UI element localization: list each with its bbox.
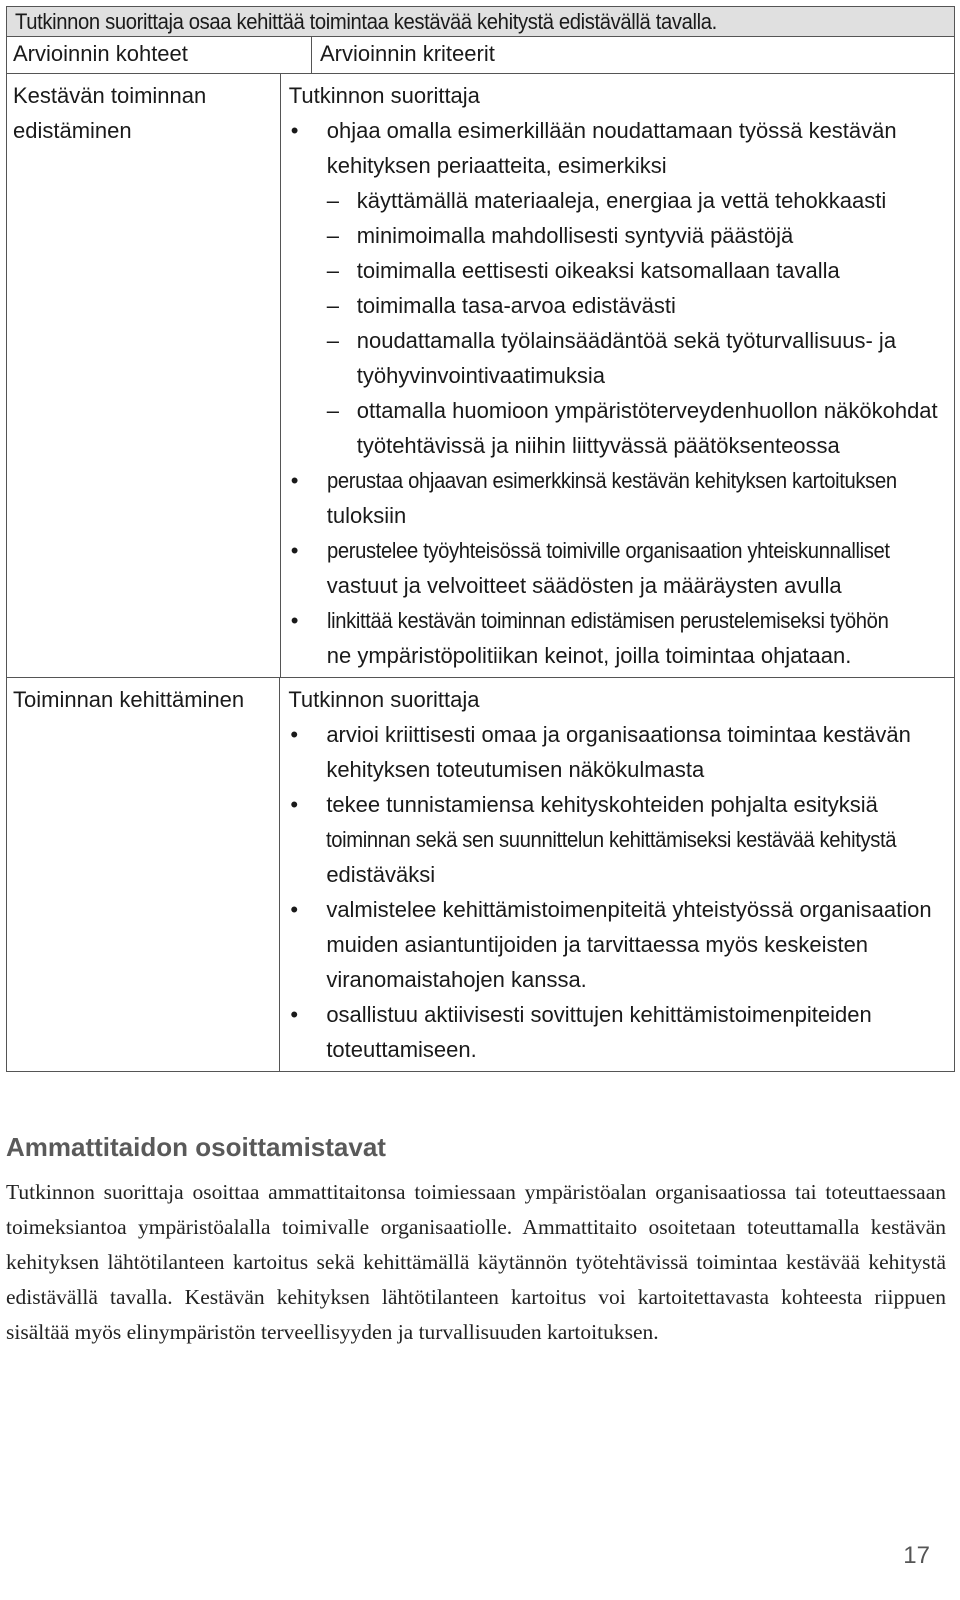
list-item-text: • arvioi kriittisesti omaa ja organisaationsa toimintaa kestävän	[326, 722, 911, 747]
sub-list-item	[327, 393, 946, 463]
list-item-text: ne ympäristöpolitiikan keinot, joilla toimintaa ohjataan.	[326, 643, 852, 668]
list-item	[288, 997, 946, 1067]
page-number: 17	[903, 1542, 930, 1569]
list-item	[289, 533, 946, 603]
criteria-intro: Tutkinnon suorittaja	[288, 687, 480, 712]
sub-item-text: työhyvinvointivaatimuksia	[356, 363, 605, 388]
table-header	[7, 7, 954, 37]
list-item	[289, 603, 946, 673]
list-item	[288, 787, 946, 892]
table-header-text: Tutkinnon suorittaja osaa kehittää toimintaa kestävää kehitystä edistävällä tavalla.	[15, 9, 717, 34]
list-item-text: edistäväksi	[326, 862, 436, 887]
row-criteria	[280, 678, 954, 1071]
list-item-text: toteuttamiseen.	[326, 1037, 477, 1062]
sub-list-item	[327, 183, 946, 218]
sub-item-text: – toimimalla tasa-arvoa edistävästi	[356, 293, 676, 318]
col-head-targets: Arvioinnin kohteet	[7, 37, 312, 73]
sub-item-text: – minimoimalla mahdollisesti syntyviä päästöjä	[356, 223, 794, 248]
list-item-text: kehityksen periaatteita, esimerkiksi	[326, 153, 667, 178]
list-item-text: • tekee tunnistamiensa kehityskohteiden pohjalta esityksiä	[326, 792, 878, 817]
list-item-text: • valmistelee kehittämistoimenpiteitä yhteistyössä organisaation	[326, 897, 932, 922]
list-item-text: toiminnan sekä sen suunnittelun kehittämiseksi kestävää kehitystä	[326, 827, 897, 852]
list-item	[289, 113, 946, 463]
list-item-text: vastuut ja velvoitteet säädösten ja määräysten avulla	[326, 573, 842, 598]
list-item-text: • linkittää kestävän toiminnan edistämisen perustelemiseksi työhön	[326, 608, 889, 633]
sub-list-item	[327, 323, 946, 393]
body-paragraph: Tutkinnon suorittaja osoittaa ammattitaitonsa toimiessaan ympäristöalan organisaatiossa tai toteuttaessaan toimeksiantoa ympäristöalalla toimivalle organisaatiolle. Ammattitaito osoitetaan toteuttamalla kestävän kehityksen lähtötilanteen kartoitus sekä kehittämällä käytännön työtehtävissä toimintaa kestävää kehitystä edistävällä tavalla. Kestävän kehityksen lähtötilanteen kartoitus voi kartoitettavasta kohteesta riippuen sisältää myös elinympäristön terveellisyyden ja turvallisuuden kartoituksen.	[6, 1180, 946, 1344]
sub-list-item	[327, 218, 946, 253]
criteria-list	[289, 113, 946, 673]
list-item-text: • osallistuu aktiivisesti sovittujen kehittämistoimenpiteiden	[326, 1002, 872, 1027]
list-item-text: • perustaa ohjaavan esimerkkinsä kestävän kehityksen kartoituksen	[326, 468, 897, 493]
list-item-text: • perustelee työyhteisössä toimiville organisaation yhteiskunnalliset	[326, 538, 890, 563]
criteria-intro: Tutkinnon suorittaja	[288, 83, 480, 108]
sub-list-item	[327, 253, 946, 288]
list-item	[288, 892, 946, 997]
list-item	[289, 463, 946, 533]
sub-item-text: työtehtävissä ja niihin liittyvässä päätöksenteossa	[356, 433, 840, 458]
sub-item-text: – noudattamalla työlainsäädäntöä sekä työturvallisuus- ja	[356, 328, 897, 353]
list-item-text: muiden asiantuntijoiden ja tarvittaessa myös keskeisten	[326, 932, 869, 957]
list-item-text: • ohjaa omalla esimerkillään noudattamaan työssä kestävän	[326, 118, 897, 143]
row-target: Toiminnan kehittäminen	[7, 678, 280, 1071]
criteria-list	[288, 717, 946, 1067]
row-criteria	[281, 74, 954, 677]
col-head-criteria: Arvioinnin kriteerit	[320, 41, 495, 66]
list-item-text: tuloksiin	[326, 503, 407, 528]
sub-item-text: – käyttämällä materiaaleja, energiaa ja vettä tehokkaasti	[356, 188, 887, 213]
table-row	[7, 678, 954, 1071]
sub-list-item	[327, 288, 946, 323]
sub-item-text: – toimimalla eettisesti oikeaksi katsomallaan tavalla	[356, 258, 840, 283]
criteria-table	[6, 6, 955, 1072]
list-item	[288, 717, 946, 787]
list-item-text: kehityksen toteutumisen näkökulmasta	[326, 757, 705, 782]
row-target: Kestävän toiminnan edistäminen	[7, 74, 281, 677]
sub-list	[327, 183, 946, 463]
sub-item-text: – ottamalla huomioon ympäristöterveydenhuollon näkökohdat	[356, 398, 938, 423]
column-headers	[7, 37, 954, 74]
section-title: Ammattitaidon osoittamistavat	[6, 1132, 386, 1162]
list-item-text: viranomaistahojen kanssa.	[326, 967, 587, 992]
table-row	[7, 74, 954, 678]
